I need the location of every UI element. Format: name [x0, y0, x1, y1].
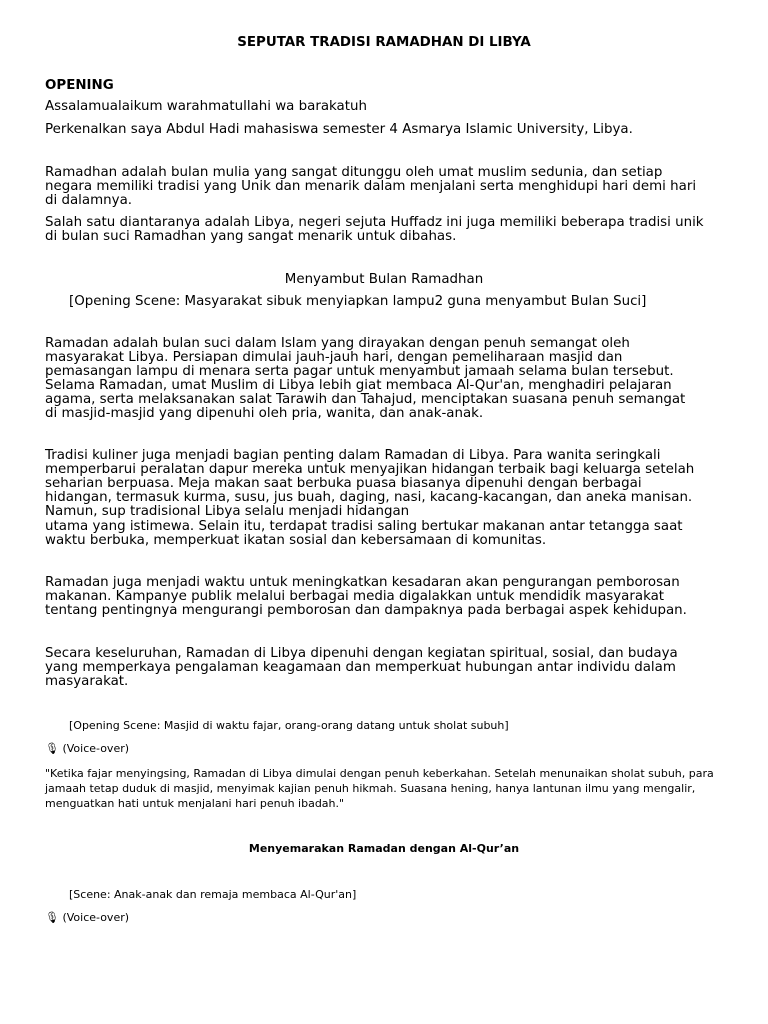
voiceover-line-1 — [45, 741, 129, 756]
document-title: SEPUTAR TRADISI RAMADHAN DI LIBYA — [237, 35, 531, 50]
voiceover-line-2 — [45, 910, 129, 925]
paragraph-line: agama, serta melaksanakan salat Tarawih dan Tahajud, menciptakan suasana penuh semangat — [45, 392, 686, 407]
paragraph-line: memperbarui peralatan dapur mereka untuk menyajikan hidangan terbaik bagi keluarga setelah — [45, 462, 695, 477]
opening-heading: OPENING — [45, 78, 114, 93]
paragraph-line: Ramadan adalah bulan suci dalam Islam yang dirayakan dengan penuh semangat oleh — [45, 336, 630, 351]
paragraph-line: Namun, sup tradisional Libya selalu menjadi hidangan — [45, 504, 410, 519]
paragraph-line: utama yang istimewa. Selain itu, terdapat tradisi saling bertukar makanan antar tetangga saat — [45, 519, 683, 534]
paragraph-line: Ramadhan adalah bulan mulia yang sangat ditunggu oleh umat muslim sedunia, dan setiap — [45, 165, 663, 180]
paragraph-line: di masjid-masjid yang dipenuhi oleh pria, wanita, dan anak-anak. — [45, 406, 484, 421]
paragraph-line: masyarakat. — [45, 674, 129, 689]
paragraph-line: di bulan suci Ramadhan yang sangat menarik untuk dibahas. — [45, 229, 457, 244]
quote-line: "Ketika fajar menyingsing, Ramadan di Libya dimulai dengan penuh keberkahan. Setelah menunaikan sholat subuh, para — [45, 767, 714, 780]
section-title-2: Menyemarakan Ramadan dengan Al-Qur’an — [248, 842, 520, 855]
scene-note-1: [Opening Scene: Masyarakat sibuk menyiapkan lampu2 guna menyambut Bulan Suci] — [69, 294, 647, 309]
microphone-icon: 🎙 — [45, 742, 59, 755]
voiceover-label: (Voice-over) — [62, 742, 130, 755]
paragraph-line: masyarakat Libya. Persiapan dimulai jauh-jauh hari, dengan pemeliharaan masjid dan — [45, 350, 623, 365]
scene-note-3: [Scene: Anak-anak dan remaja membaca Al-Qur'an] — [69, 888, 357, 901]
paragraph-line: waktu berbuka, memperkuat ikatan sosial dan kebersamaan di komunitas. — [45, 533, 547, 548]
paragraph-line: yang memperkaya pengalaman keagamaan dan memperkuat hubungan antar individu dalam — [45, 660, 676, 675]
paragraph-line: Salah satu diantaranya adalah Libya, negeri sejuta Huffadz ini juga memiliki beberapa tradisi unik — [45, 215, 704, 230]
paragraph-line: makanan. Kampanye publik melalui berbagai media digalakkan untuk mendidik masyarakat — [45, 589, 665, 604]
paragraph-line: seharian berpuasa. Meja makan saat berbuka puasa biasanya dipenuhi dengan berbagai — [45, 476, 642, 491]
section-title-1: Menyambut Bulan Ramadhan — [284, 272, 484, 287]
paragraph-line: hidangan, termasuk kurma, susu, jus buah, daging, nasi, kacang-kacangan, dan aneka manisan. — [45, 490, 693, 505]
paragraph-line: pemasangan lampu di menara serta pagar untuk menyambut jamaah selama bulan tersebut. — [45, 364, 674, 379]
paragraph-line: Selama Ramadan, umat Muslim di Libya lebih giat membaca Al-Qur'an, menghadiri pelajaran — [45, 378, 672, 393]
paragraph-line: di dalamnya. — [45, 193, 133, 208]
intro-line: Perkenalkan saya Abdul Hadi mahasiswa semester 4 Asmarya Islamic University, Libya. — [45, 122, 633, 137]
quote-line: jamaah tetap duduk di masjid, menyimak kajian penuh hikmah. Suasana hening, hanya lantunan ilmu yang mengalir, — [45, 782, 696, 795]
microphone-icon: 🎙 — [45, 911, 59, 924]
voiceover-label: (Voice-over) — [62, 911, 130, 924]
paragraph-line: Tradisi kuliner juga menjadi bagian penting dalam Ramadan di Libya. Para wanita seringkali — [45, 448, 661, 463]
paragraph-line: Secara keseluruhan, Ramadan di Libya dipenuhi dengan kegiatan spiritual, sosial, dan budaya — [45, 646, 678, 661]
paragraph-line: tentang pentingnya mengurangi pemborosan dan dampaknya pada berbagai aspek kehidupan. — [45, 603, 687, 618]
salam-line: Assalamualaikum warahmatullahi wa barakatuh — [45, 99, 367, 114]
paragraph-line: negara memiliki tradisi yang Unik dan menarik dalam menjalani serta menghidupi hari demi hari — [45, 179, 697, 194]
scene-note-2: [Opening Scene: Masjid di waktu fajar, orang-orang datang untuk sholat subuh] — [69, 719, 509, 732]
quote-line: menguatkan hati untuk menjalani hari penuh ibadah." — [45, 797, 345, 810]
paragraph-line: Ramadan juga menjadi waktu untuk meningkatkan kesadaran akan pengurangan pemborosan — [45, 575, 680, 590]
